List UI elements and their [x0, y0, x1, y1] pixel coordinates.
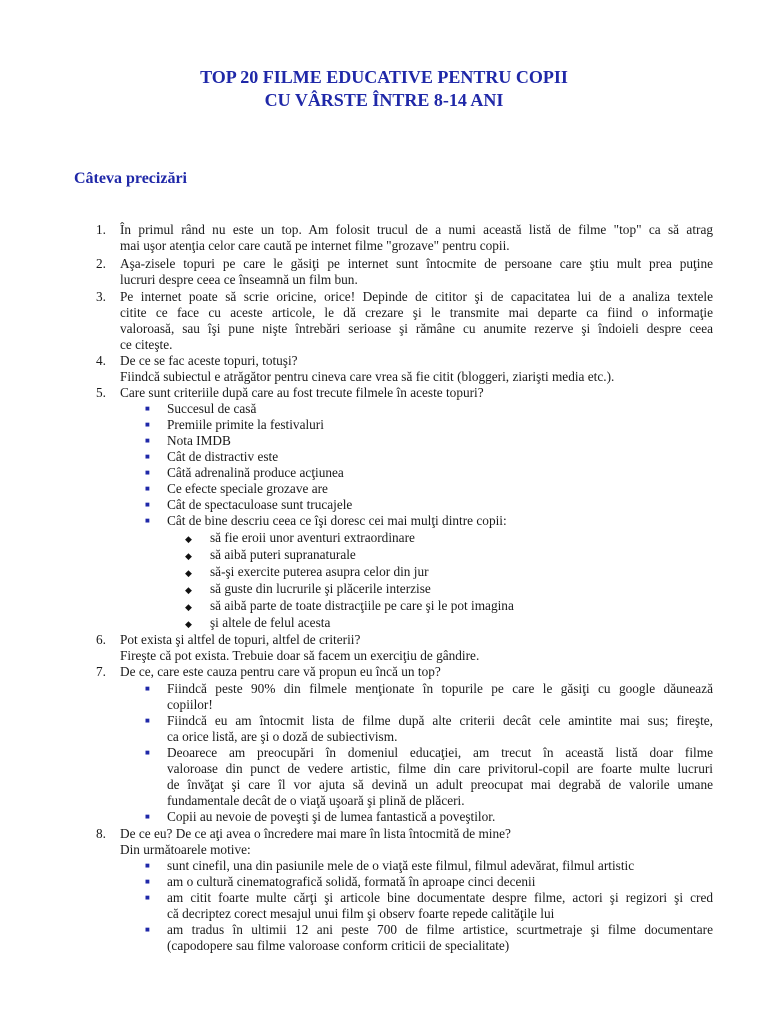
diamond-bullet-icon: ◆ — [185, 602, 192, 612]
sub-bullet-item-text: să guste din lucrurile şi plăcerile interzise — [210, 581, 431, 596]
bullet-item-text: Succesul de casă — [167, 401, 257, 416]
list-item-text: Fireşte că pot exista. Trebuie doar să facem un exerciţiu de gândire. — [120, 648, 480, 663]
bullet-item-text: am tradus în ultimii 12 ani peste 700 de filme artistice, scurtmetraje şi filme documentare — [167, 922, 713, 937]
sub-bullet-item-text: şi altele de felul acesta — [210, 615, 331, 630]
bullet-item-text: de învăţat şi care îl vor ajuta să devină un adult preocupat mai degrabă de valorile umane — [167, 777, 713, 792]
list-item-text: De ce eu? De ce aţi avea o încredere mai mare în lista întocmită de mine? — [120, 826, 511, 841]
list-number: 2. — [96, 256, 106, 271]
bullet-item-text: am o cultură cinematografică solidă, formată în aproape cinci decenii — [167, 874, 536, 889]
square-bullet-icon: ■ — [145, 436, 150, 445]
list-number: 1. — [96, 222, 106, 237]
bullet-item-text: Deoarece am preocupări în domeniul educaţiei, am trecut în această listă doar filme — [167, 745, 713, 760]
bullet-item-text: (capodopere sau filme valoroase conform criticii de specialitate) — [167, 938, 510, 953]
list-item-text: Pot exista şi altfel de topuri, altfel de criterii? — [120, 632, 361, 647]
list-item-text: Din următoarele motive: — [120, 842, 251, 857]
bullet-item-text: că decriptez corect mesajul unui film şi observ foarte repede calităţile lui — [167, 906, 555, 921]
bullet-item-text: am citit foarte multe cărţi şi articole bine documentate despre filme, actori şi regizori şi cred — [167, 890, 713, 905]
bullet-item-text: Câtă adrenalină produce acţiunea — [167, 465, 344, 480]
list-item-text: mai uşor atenţia celor care caută pe internet filme "grozave" pentru copii. — [120, 238, 510, 253]
bullet-item-text: Fiindcă peste 90% din filmele menţionate în topurile pe care le găsiţi cu google dăunează — [167, 681, 713, 696]
list-item-text: citite ce face cu aceste articole, le dă crezare şi le transmite mai departe ca fiind o informaţie — [120, 305, 713, 320]
square-bullet-icon: ■ — [145, 484, 150, 493]
bullet-item-text: Cât de spectaculoase sunt trucajele — [167, 497, 353, 512]
diamond-bullet-icon: ◆ — [185, 585, 192, 595]
square-bullet-icon: ■ — [145, 500, 150, 509]
square-bullet-icon: ■ — [145, 684, 150, 693]
list-item-text: În primul rând nu este un top. Am folosit trucul de a numi această listă de filme "top" ca să atrag — [120, 222, 713, 237]
list-number: 3. — [96, 289, 106, 304]
square-bullet-icon: ■ — [145, 748, 150, 757]
square-bullet-icon: ■ — [145, 877, 150, 886]
square-bullet-icon: ■ — [145, 452, 150, 461]
diamond-bullet-icon: ◆ — [185, 534, 192, 544]
bullet-item-text: fundamentale decât de o viaţă uşoară şi plină de plăceri. — [167, 793, 465, 808]
square-bullet-icon: ■ — [145, 468, 150, 477]
bullet-item-text: Nota IMDB — [167, 433, 231, 448]
square-bullet-icon: ■ — [145, 812, 150, 821]
list-item-text: Pe internet poate să scrie oricine, orice! Depinde de cititor şi de capacitatea lui de a analiza textele — [120, 289, 713, 304]
sub-bullet-item-text: să-şi exercite puterea asupra celor din jur — [210, 564, 429, 579]
list-number: 6. — [96, 632, 106, 647]
bullet-item-text: Cât de bine descriu ceea ce îşi doresc cei mai mulţi dintre copii: — [167, 513, 507, 528]
square-bullet-icon: ■ — [145, 925, 150, 934]
document-title-line-2: CU VÂRSTE ÎNTRE 8-14 ANI — [264, 90, 504, 110]
list-item-text: De ce se fac aceste topuri, totuşi? — [120, 353, 298, 368]
list-item-text: Fiindcă subiectul e atrăgător pentru cineva care vrea să fie citit (bloggeri, ziarişti media etc.). — [120, 369, 615, 384]
sub-bullet-item-text: să fie eroii unor aventuri extraordinare — [210, 530, 415, 545]
list-number: 5. — [96, 385, 106, 400]
bullet-item-text: Copii au nevoie de poveşti şi de lumea fantastică a poveştilor. — [167, 809, 496, 824]
list-number: 8. — [96, 826, 106, 841]
bullet-item-text: Fiindcă eu am întocmit lista de filme după alte criterii decât cele amintite mai sus; fireşte, — [167, 713, 713, 728]
bullet-item-text: Premiile primite la festivaluri — [167, 417, 324, 432]
square-bullet-icon: ■ — [145, 404, 150, 413]
square-bullet-icon: ■ — [145, 516, 150, 525]
list-number: 4. — [96, 353, 106, 368]
bullet-item-text: copiilor! — [167, 697, 213, 712]
list-number: 7. — [96, 664, 106, 679]
list-item-text: Aşa-zisele topuri pe care le găsiţi pe internet sunt întocmite de persoane care ştiu mult prea puţine — [120, 256, 713, 271]
list-item-text: De ce, care este cauza pentru care vă propun eu încă un top? — [120, 664, 441, 679]
diamond-bullet-icon: ◆ — [185, 619, 192, 629]
square-bullet-icon: ■ — [145, 716, 150, 725]
list-item-text: lucruri despre ceea ce înseamnă un film bun. — [120, 272, 358, 287]
list-item-text: valoroasă, sau îşi pune nişte întrebări serioase şi rămâne cu anumite rezerve şi îndoieli despre ceea — [120, 321, 713, 336]
square-bullet-icon: ■ — [145, 420, 150, 429]
bullet-item-text: valoroase din punct de vedere artistic, filme din care privitorul-copil are foarte multe lucruri — [167, 761, 713, 776]
sub-bullet-item-text: să aibă puteri supranaturale — [210, 547, 356, 562]
bullet-item-text: sunt cinefil, una din pasiunile mele de o viaţă este filmul, filmul adevărat, filmul artistic — [167, 858, 635, 873]
bullet-item-text: Ce efecte speciale grozave are — [167, 481, 328, 496]
bullet-item-text: ca orice listă, are şi o doză de subiectivism. — [167, 729, 398, 744]
list-item-text: ce citeşte. — [120, 337, 173, 352]
document-title-line-1: TOP 20 FILME EDUCATIVE PENTRU COPII — [200, 67, 568, 87]
diamond-bullet-icon: ◆ — [185, 551, 192, 561]
sub-bullet-item-text: să aibă parte de toate distracţiile pe care şi le pot imagina — [210, 598, 514, 613]
section-heading: Câteva precizări — [74, 170, 187, 187]
square-bullet-icon: ■ — [145, 861, 150, 870]
bullet-item-text: Cât de distractiv este — [167, 449, 279, 464]
square-bullet-icon: ■ — [145, 893, 150, 902]
diamond-bullet-icon: ◆ — [185, 568, 192, 578]
list-item-text: Care sunt criteriile după care au fost trecute filmele în aceste topuri? — [120, 385, 484, 400]
